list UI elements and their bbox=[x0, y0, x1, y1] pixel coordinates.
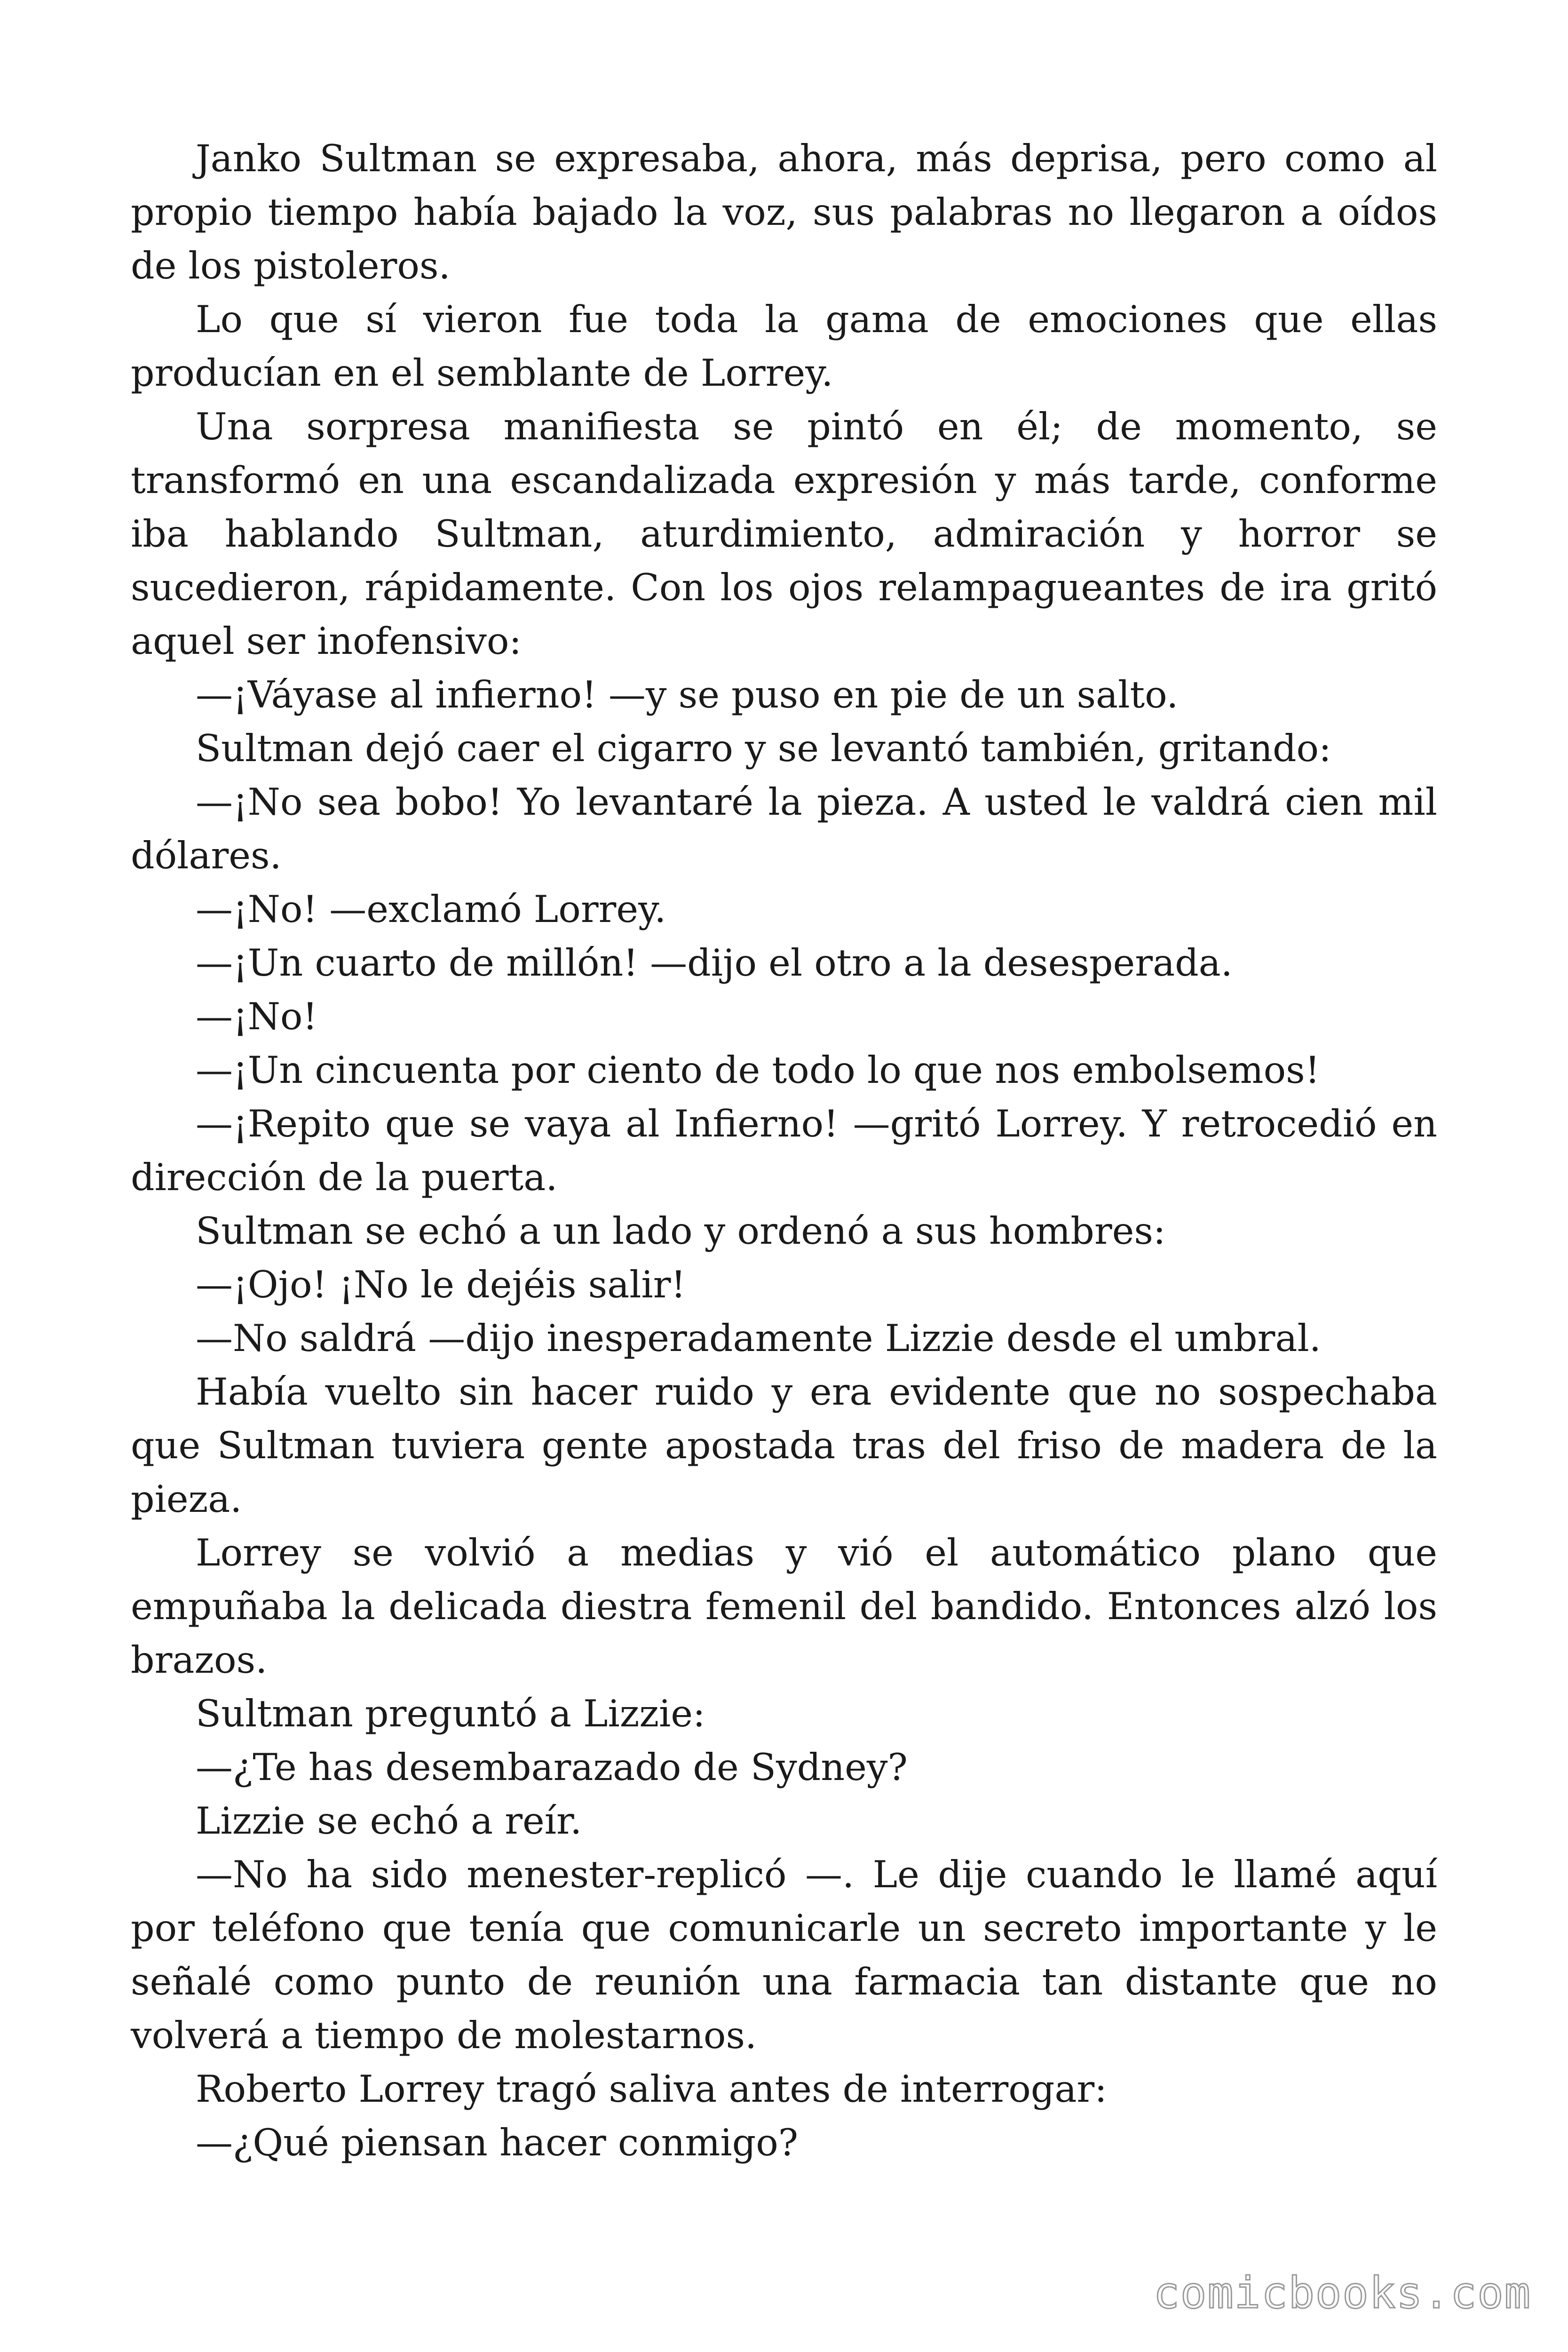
paragraph: —¿Qué piensan hacer conmigo? bbox=[196, 2121, 799, 2164]
paragraph: —¡Un cincuenta por ciento de todo lo que nos embolsemos! bbox=[196, 1049, 1320, 1092]
paragraph: Sultman se echó a un lado y ordenó a sus hombres: bbox=[196, 1209, 1166, 1253]
paragraph: Sultman preguntó a Lizzie: bbox=[196, 1692, 705, 1735]
paragraph: Janko Sultman se expresaba, ahora, más deprisa, pero como al propio tiempo había bajado la voz, sus palabras no llegaron a oídos de los pistoleros. bbox=[131, 137, 1437, 287]
paragraph: —¡Váyase al infierno! —y se puso en pie de un salto. bbox=[196, 673, 1179, 716]
paragraph: Sultman dejó caer el cigarro y se levantó también, gritando: bbox=[196, 727, 1331, 770]
paragraph: Una sorpresa manifiesta se pintó en él; de momento, se transformó en una escandalizada expresión y más tarde, conforme iba hablando Sultman, aturdimiento, admiración y horror se sucedieron, rápidamente. Con los ojos relampagueantes de ira gritó aquel ser inofensivo: bbox=[131, 405, 1437, 663]
paragraph: Lorrey se volvió a medias y vió el automático plano que empuñaba la delicada diestra femenil del bandido. Entonces alzó los brazos. bbox=[131, 1531, 1437, 1682]
paragraph: Roberto Lorrey tragó saliva antes de interrogar: bbox=[196, 2067, 1107, 2111]
paragraph: —¡Ojo! ¡No le dejéis salir! bbox=[196, 1263, 686, 1306]
paragraph: Había vuelto sin hacer ruido y era evidente que no sospechaba que Sultman tuviera gente apostada tras del friso de madera de la pieza. bbox=[131, 1370, 1437, 1521]
paragraph: Lizzie se echó a reír. bbox=[196, 1799, 582, 1843]
paragraph: —¡No! —exclamó Lorrey. bbox=[196, 888, 666, 931]
paragraph: —¡No sea bobo! Yo levantaré la pieza. A usted le valdrá cien mil dólares. bbox=[131, 780, 1437, 877]
paragraph: —No ha sido menester-replicó —. Le dije cuando le llamé aquí por teléfono que tenía que comunicarle un secreto importante y le señalé como punto de reunión una farmacia tan distante que no volverá a tiempo de molestarnos. bbox=[131, 1853, 1437, 2057]
watermark: comicbooks.com bbox=[1153, 2268, 1531, 2318]
page-body bbox=[131, 132, 1437, 2169]
paragraph: —No saldrá —dijo inesperadamente Lizzie desde el umbral. bbox=[196, 1317, 1321, 1360]
paragraph: —¡No! bbox=[196, 995, 318, 1038]
paragraph: —¡Repito que se vaya al Infierno! —gritó Lorrey. Y retrocedió en dirección de la puerta. bbox=[131, 1102, 1437, 1199]
paragraph: —¿Te has desembarazado de Sydney? bbox=[196, 1746, 908, 1789]
paragraph: Lo que sí vieron fue toda la gama de emociones que ellas producían en el semblante de Lorrey. bbox=[131, 298, 1437, 395]
paragraph: —¡Un cuarto de millón! —dijo el otro a la desesperada. bbox=[196, 941, 1233, 985]
